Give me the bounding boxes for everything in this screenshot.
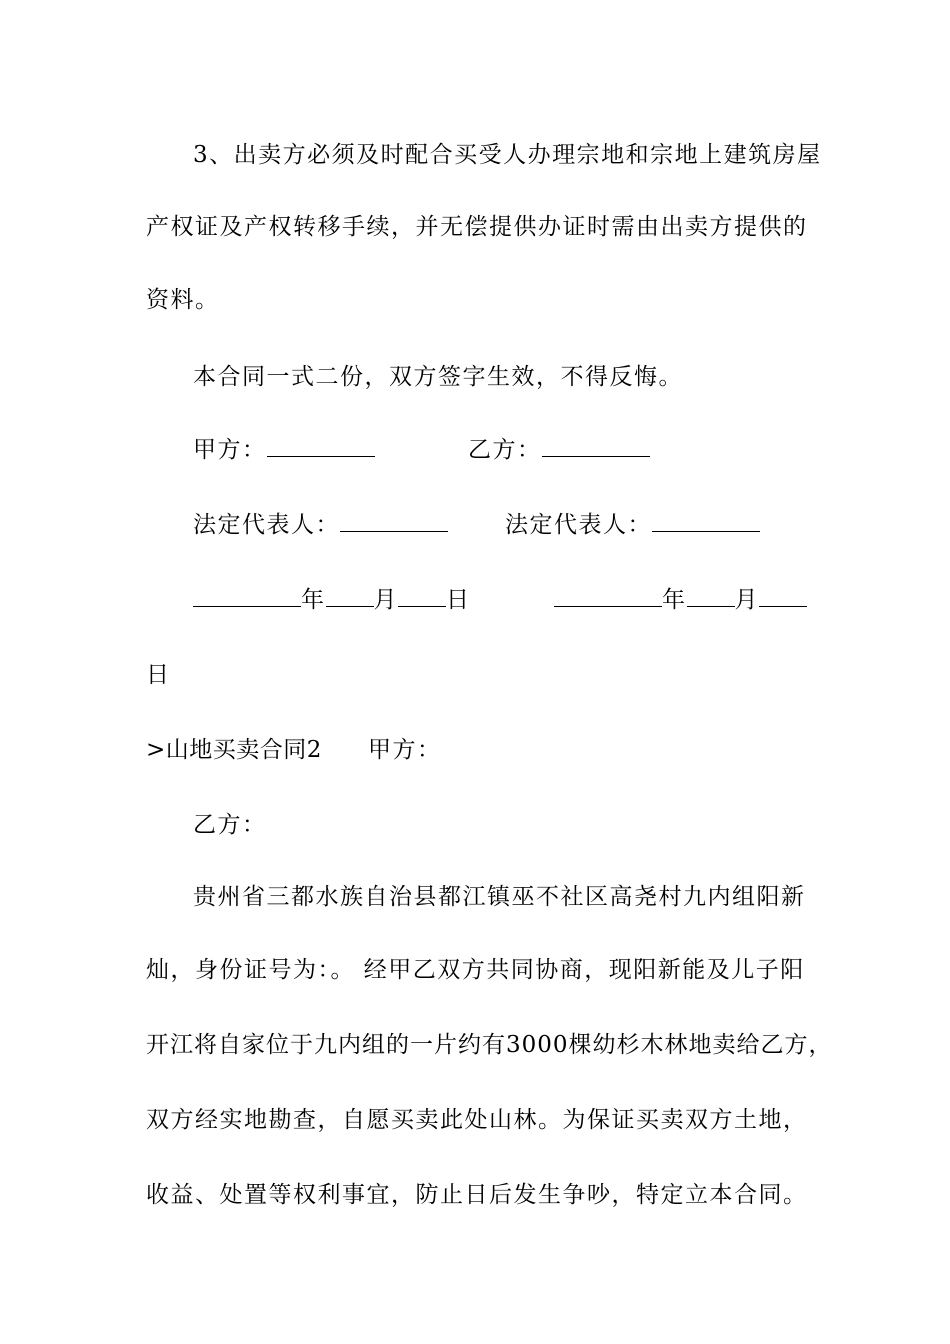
year-label-b: 年 [662, 587, 687, 613]
party-a-signature-line [193, 435, 375, 465]
party-a-label: 甲方： [193, 437, 267, 463]
body-line-3: 开江将自家位于九内组的一片约有3000棵幼杉木林地卖给乙方， [146, 1032, 833, 1058]
body-line-2: 灿，身份证号为：。 经甲乙双方共同协商，现阳新能及儿子阳 [146, 957, 805, 983]
section-2-heading: >山地买卖合同2 [146, 737, 322, 763]
year-blank-b [554, 586, 662, 607]
day-label-b: 日 [146, 662, 171, 688]
year-blank-a [193, 586, 301, 607]
rep-a-blank [340, 511, 448, 532]
party-b-signature-line [468, 435, 650, 465]
month-blank-b [687, 586, 735, 607]
body-line-5: 收益、处置等权利事宜，防止日后发生争吵，特定立本合同。 [146, 1182, 808, 1208]
party-b-label: 乙方： [468, 437, 542, 463]
date-line-b [554, 585, 807, 615]
body-line-1: 贵州省三都水族自治县都江镇巫不社区高尧村九内组阳新 [193, 884, 806, 910]
year-label-a: 年 [301, 587, 326, 613]
month-blank-a [326, 586, 374, 607]
copies-clause: 本合同一式二份，双方签字生效，不得反悔。 [193, 364, 683, 390]
month-label-b: 月 [734, 587, 759, 613]
day-blank-b [759, 586, 807, 607]
rep-a-label: 法定代表人： [193, 512, 340, 538]
clause-3-line-1: 3、出卖方必须及时配合买受人办理宗地和宗地上建筑房屋 [193, 142, 822, 168]
section-2-party-a: 甲方： [368, 737, 442, 763]
day-blank-a [398, 586, 446, 607]
date-line-a [193, 585, 471, 615]
rep-a-signature-line [193, 510, 448, 540]
rep-b-signature-line [505, 510, 760, 540]
body-line-4: 双方经实地勘查，自愿买卖此处山林。为保证买卖双方土地， [146, 1107, 808, 1133]
rep-b-blank [652, 511, 760, 532]
clause-3-line-2: 产权证及产权转移手续，并无偿提供办证时需由出卖方提供的 [146, 214, 808, 240]
day-label-a: 日 [446, 587, 471, 613]
rep-b-label: 法定代表人： [505, 512, 652, 538]
clause-3-line-3: 资料。 [146, 287, 220, 313]
section-2-party-b: 乙方： [193, 812, 267, 838]
party-b-blank [542, 436, 650, 457]
party-a-blank [267, 436, 375, 457]
month-label-a: 月 [373, 587, 398, 613]
